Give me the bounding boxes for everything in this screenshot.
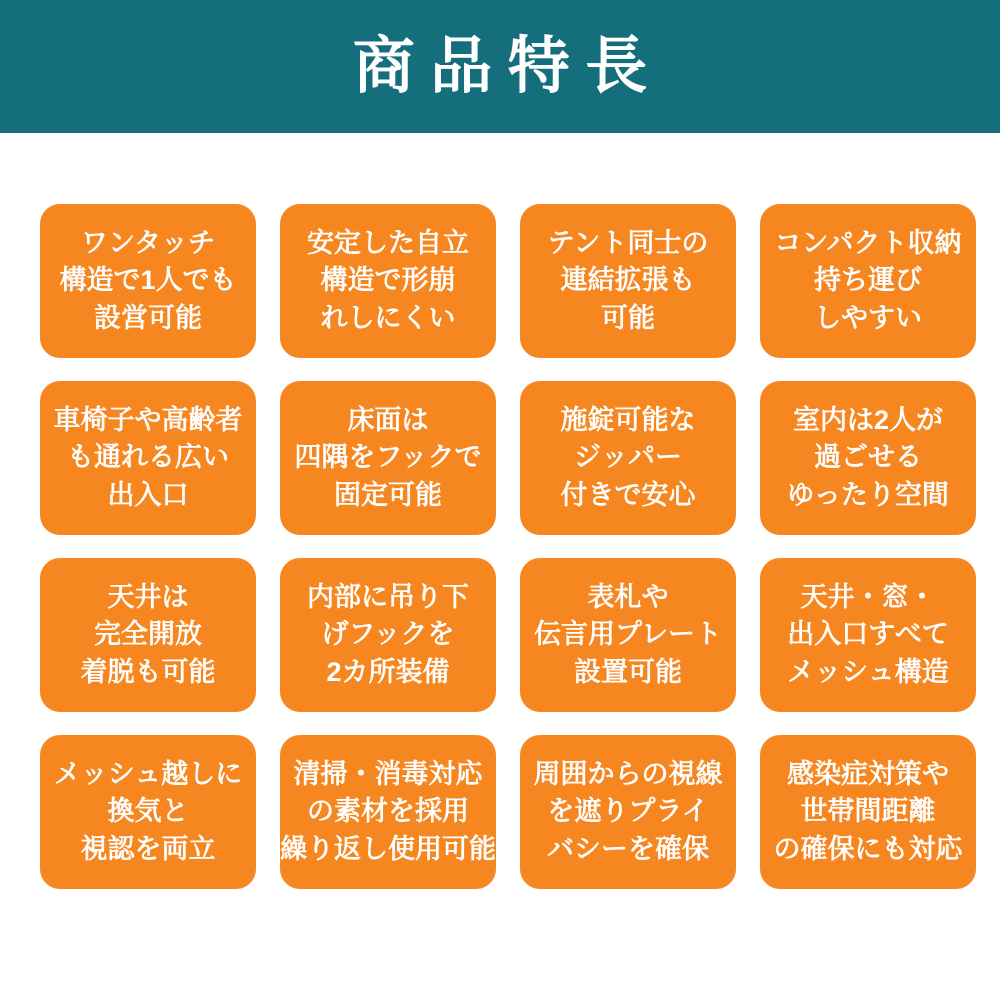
feature-line: ゆったり空間	[787, 479, 949, 510]
feature-line: 出入口	[107, 479, 189, 510]
feature-line: しやすい	[814, 302, 922, 333]
feature-text	[81, 579, 216, 691]
feature-line: 内部に吊り下	[307, 582, 469, 613]
feature-text	[561, 402, 696, 514]
feature-line: 設置可能	[573, 656, 682, 687]
feature-text	[54, 402, 243, 514]
feature-card-roomy-interior	[760, 381, 976, 535]
feature-text	[534, 579, 722, 691]
feature-line: 天井は	[107, 582, 189, 613]
feature-text	[59, 225, 236, 337]
feature-card-nameplate	[520, 558, 736, 712]
feature-line: 構造で形崩	[320, 265, 456, 296]
feature-line: 出入口すべて	[787, 619, 949, 650]
feature-line: ワンタッチ	[81, 228, 215, 259]
feature-card-washable-material	[280, 735, 496, 889]
feature-line: メッシュ越しに	[53, 759, 243, 790]
feature-line: 視認を両立	[80, 833, 216, 864]
feature-line: の素材を採用	[307, 796, 469, 827]
feature-line: 床面は	[347, 405, 429, 436]
feature-text	[54, 756, 242, 868]
feature-line: 施錠可能な	[560, 405, 696, 436]
feature-line: 安定した自立	[307, 228, 469, 259]
feature-line: コンパクト収納	[774, 228, 962, 259]
feature-card-compact-storage	[760, 204, 976, 358]
feature-line: げフックを	[321, 619, 455, 650]
feature-text	[294, 402, 481, 514]
feature-line: 周囲からの視線	[533, 759, 723, 790]
feature-line: 設営可能	[94, 302, 202, 333]
feature-line: 連結拡張も	[560, 265, 696, 296]
feature-text	[787, 579, 948, 691]
feature-line: 感染症対策や	[787, 759, 949, 790]
feature-card-open-ceiling	[40, 558, 256, 712]
feature-text	[280, 756, 496, 868]
feature-line: 伝言用プレート	[534, 619, 722, 650]
feature-line: 2カ所装備	[326, 656, 450, 687]
feature-card-privacy	[520, 735, 736, 889]
feature-line: 過ごせる	[813, 442, 922, 473]
feature-card-ventilation	[40, 735, 256, 889]
feature-card-one-touch-setup	[40, 204, 256, 358]
feature-card-infection-control	[760, 735, 976, 889]
feature-line: 付きで安心	[560, 479, 696, 510]
feature-line: 表札や	[587, 582, 669, 613]
feature-text	[307, 225, 469, 337]
feature-line: 持ち運び	[814, 265, 922, 296]
feature-line: 天井・窓・	[800, 582, 936, 613]
feature-line: を遮りプライ	[547, 796, 709, 827]
feature-line: れしにくい	[320, 302, 456, 333]
feature-line: テント同士の	[547, 228, 709, 259]
feature-line: 固定可能	[334, 479, 442, 510]
feature-line: 清掃・消毒対応	[293, 759, 483, 790]
feature-grid	[40, 204, 976, 889]
feature-text	[774, 756, 963, 868]
feature-card-mesh-structure	[760, 558, 976, 712]
feature-text	[787, 402, 949, 514]
page-title: 商品特長	[352, 31, 663, 101]
feature-text	[548, 225, 709, 337]
feature-line: 繰り返し使用可能	[280, 833, 496, 864]
feature-line: メッシュ構造	[787, 656, 949, 687]
feature-line: 四隅をフックで	[294, 442, 482, 473]
feature-line: 車椅子や高齢者	[53, 405, 243, 436]
feature-line: 完全開放	[94, 619, 202, 650]
feature-line: 構造で1人でも	[59, 265, 237, 296]
feature-text	[534, 756, 723, 868]
feature-text	[774, 225, 961, 337]
feature-card-stable-structure	[280, 204, 496, 358]
feature-line: も通れる広い	[67, 442, 229, 473]
feature-line: バシーを確保	[547, 833, 709, 864]
header-band	[0, 0, 1000, 133]
feature-card-floor-hooks	[280, 381, 496, 535]
feature-card-tent-linking	[520, 204, 736, 358]
feature-line: 着脱も可能	[80, 656, 216, 687]
feature-card-hanging-hooks	[280, 558, 496, 712]
feature-card-lockable-zipper	[520, 381, 736, 535]
feature-line: 可能	[601, 302, 655, 333]
feature-line: ジッパー	[574, 442, 682, 473]
feature-text	[307, 579, 469, 691]
feature-card-wide-entrance	[40, 381, 256, 535]
feature-line: 室内は2人が	[792, 405, 943, 436]
feature-line: 換気と	[107, 796, 189, 827]
feature-line: の確保にも対応	[773, 833, 963, 864]
feature-line: 世帯間距離	[800, 796, 936, 827]
